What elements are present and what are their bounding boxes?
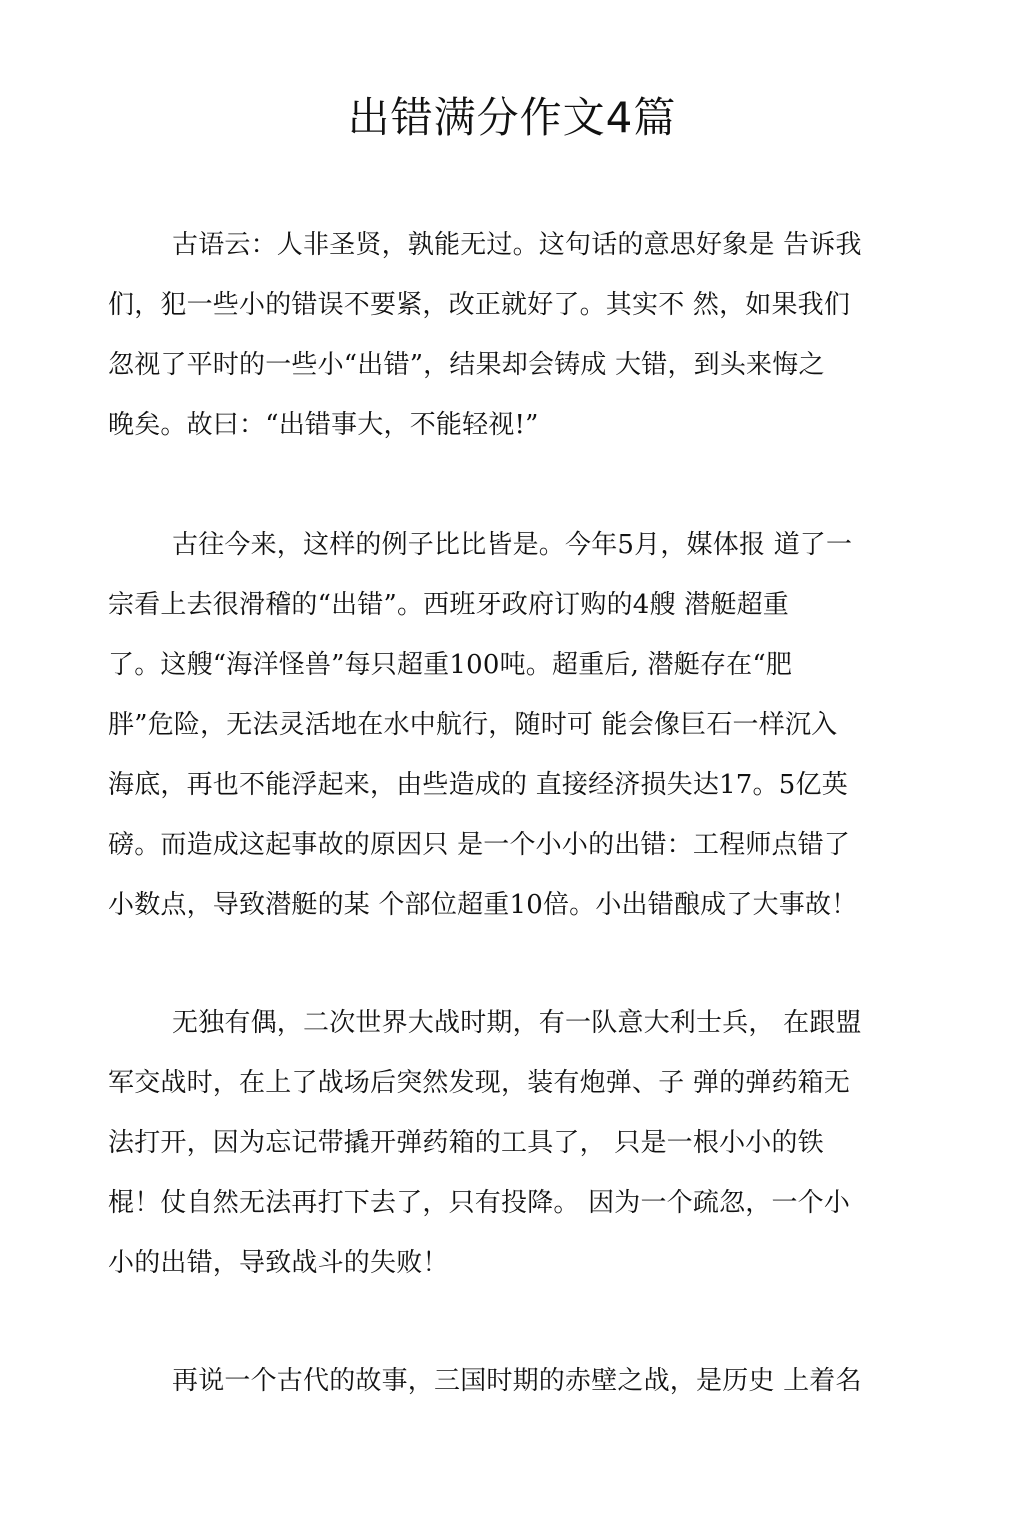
paragraph-line: 军交战时，在上了战场后突然发现，装有炮弹、子 弹的弹药箱无 bbox=[108, 1068, 851, 1098]
paragraph-line: 晚矣。故曰：“出错事大，不能轻视!” bbox=[108, 410, 539, 440]
paragraph-line: 了。这艘“海洋怪兽”每只超重100吨。超重后, 潜艇存在“肥 bbox=[108, 650, 793, 680]
paragraph-line: 棍！仗自然无法再打下去了，只有投降。 因为一个疏忽，一个小 bbox=[108, 1188, 851, 1218]
paragraph-1 bbox=[108, 215, 908, 455]
paragraph-line: 们，犯一些小的错误不要紧，改正就好了。其实不 然，如果我们 bbox=[108, 290, 851, 320]
paragraph-line: 再说一个古代的故事，三国时期的赤壁之战，是历史 上着名 bbox=[172, 1366, 862, 1396]
paragraph-line: 宗看上去很滑稽的“出错”。西班牙政府订购的4艘 潜艇超重 bbox=[108, 590, 789, 620]
paragraph-4 bbox=[108, 1351, 908, 1411]
paragraph-line: 海底，再也不能浮起来，由些造成的 直接经济损失达17。5亿英 bbox=[108, 770, 848, 800]
paragraph-line: 小的出错，导致战斗的失败！ bbox=[108, 1248, 449, 1278]
paragraph-line: 小数点，导致潜艇的某 个部位超重10倍。小出错酿成了大事故！ bbox=[108, 890, 858, 920]
paragraph-3 bbox=[108, 993, 908, 1293]
paragraph-line: 无独有偶，二次世界大战时期，有一队意大利士兵， 在跟盟 bbox=[172, 1008, 862, 1038]
paragraph-line: 胖”危险，无法灵活地在水中航行，随时可 能会像巨石一样沉入 bbox=[108, 710, 838, 740]
paragraph-line: 古语云：人非圣贤，孰能无过。这句话的意思好象是 告诉我 bbox=[172, 230, 862, 260]
paragraph-line: 磅。而造成这起事故的原因只 是一个小小的出错：工程师点错了 bbox=[108, 830, 851, 860]
paragraph-line: 忽视了平时的一些小“出错”，结果却会铸成 大错，到头来悔之 bbox=[108, 350, 825, 380]
page-title: 出错满分作文4篇 bbox=[347, 93, 677, 142]
paragraph-2 bbox=[108, 515, 908, 935]
paragraph-line: 法打开，因为忘记带撬开弹药箱的工具了， 只是一根小小的铁 bbox=[108, 1128, 824, 1158]
paragraph-line: 古往今来，这样的例子比比皆是。今年5月，媒体报 道了一 bbox=[172, 530, 853, 560]
